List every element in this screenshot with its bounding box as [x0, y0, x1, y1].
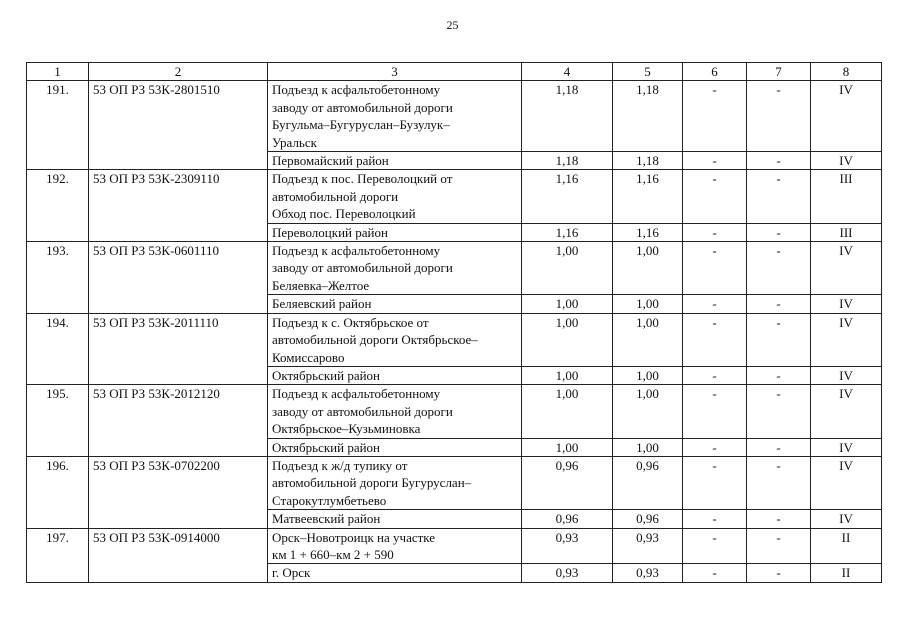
district-length-total-cell: 1,16 — [522, 223, 613, 241]
table-row — [27, 242, 882, 295]
district-col7-cell: - — [747, 295, 811, 313]
category-cell: IV — [811, 456, 882, 509]
table-row — [27, 456, 882, 509]
col6-cell: - — [683, 170, 747, 223]
district-col7-cell: - — [747, 510, 811, 528]
district-length-total-cell: 1,18 — [522, 152, 613, 170]
road-name-line: Бугульма–Бугуруслан–Бузулук– — [272, 117, 450, 133]
district-length-total-cell: 1,00 — [522, 295, 613, 313]
col7-cell: - — [747, 456, 811, 509]
district-col7-cell: - — [747, 564, 811, 582]
road-name-line: заводу от автомобильной дороги — [272, 260, 453, 276]
road-name-line: Подъезд к ж/д тупику от — [272, 457, 408, 473]
district-length-col5-cell: 1,16 — [613, 223, 683, 241]
page-number: 25 — [446, 18, 459, 32]
row-number-cell: 196. — [27, 456, 89, 528]
road-name-line: автомобильной дороги Бугуруслан– — [272, 475, 472, 491]
road-name-line: Орск–Новотроицк на участке — [272, 529, 436, 545]
length-col5-cell: 1,18 — [613, 81, 683, 152]
length-total-cell: 1,16 — [522, 170, 613, 223]
district-col6-cell: - — [683, 564, 747, 582]
road-name-cell — [268, 456, 522, 509]
length-total-cell: 0,96 — [522, 456, 613, 509]
length-total-cell: 1,00 — [522, 385, 613, 438]
road-code-cell: 53 ОП РЗ 53К-2012120 — [89, 385, 268, 457]
table-row — [27, 313, 882, 366]
row-number-cell: 193. — [27, 242, 89, 314]
district-length-total-cell: 1,00 — [522, 438, 613, 456]
road-name-line: Подъезд к асфальтобетонному — [272, 82, 441, 98]
road-name-line: Подъезд к асфальтобетонному — [272, 386, 441, 402]
road-name-line: Подъезд к с. Октябрьское от — [272, 314, 429, 330]
road-code-cell: 53 ОП РЗ 53К-2309110 — [89, 170, 268, 242]
length-total-cell: 0,93 — [522, 528, 613, 564]
road-code-cell: 53 ОП РЗ 53К-0914000 — [89, 528, 268, 582]
length-total-cell: 1,00 — [522, 313, 613, 366]
district-col7-cell: - — [747, 366, 811, 384]
road-code-cell: 53 ОП РЗ 53К-2801510 — [89, 81, 268, 170]
col7-cell: - — [747, 313, 811, 366]
district-length-col5-cell: 0,93 — [613, 564, 683, 582]
row-number-cell: 192. — [27, 170, 89, 242]
length-col5-cell: 0,93 — [613, 528, 683, 564]
row-number-cell: 194. — [27, 313, 89, 385]
district-length-total-cell: 0,96 — [522, 510, 613, 528]
district-name-cell: Первомайский район — [268, 152, 522, 170]
district-col7-cell: - — [747, 438, 811, 456]
road-name-line: Старокутлумбетьево — [272, 492, 387, 508]
col6-cell: - — [683, 81, 747, 152]
road-code-cell: 53 ОП РЗ 53К-2011110 — [89, 313, 268, 385]
road-name-cell — [268, 528, 522, 564]
road-name-cell — [268, 313, 522, 366]
road-code-cell: 53 ОП РЗ 53К-0702200 — [89, 456, 268, 528]
road-name-line: автомобильной дороги Октябрьское– — [272, 332, 478, 348]
road-name-line: Беляевка–Желтое — [272, 277, 370, 293]
road-name-line: Комиссарово — [272, 349, 345, 365]
district-col6-cell: - — [683, 223, 747, 241]
col6-cell: - — [683, 528, 747, 564]
table-row — [27, 528, 882, 564]
col7-cell: - — [747, 385, 811, 438]
district-col6-cell: - — [683, 438, 747, 456]
district-length-total-cell: 1,00 — [522, 366, 613, 384]
district-category-cell: IV — [811, 152, 882, 170]
col7-cell: - — [747, 528, 811, 564]
road-name-line: заводу от автомобильной дороги — [272, 99, 453, 115]
table-row — [27, 170, 882, 223]
district-length-col5-cell: 1,00 — [613, 295, 683, 313]
row-number-cell: 197. — [27, 528, 89, 582]
district-category-cell: IV — [811, 510, 882, 528]
row-number-cell: 195. — [27, 385, 89, 457]
district-name-cell: Октябрьский район — [268, 366, 522, 384]
category-cell: IV — [811, 385, 882, 438]
road-name-line: заводу от автомобильной дороги — [272, 403, 453, 419]
road-name-line: Подъезд к пос. Переволоцкий от — [272, 171, 453, 187]
district-category-cell: II — [811, 564, 882, 582]
col6-cell: - — [683, 456, 747, 509]
district-name-cell: Переволоцкий район — [268, 223, 522, 241]
col7-cell: - — [747, 170, 811, 223]
district-length-total-cell: 0,93 — [522, 564, 613, 582]
table-row — [27, 81, 882, 152]
header-cell-6: 6 — [683, 63, 747, 81]
road-name-cell — [268, 242, 522, 295]
district-col6-cell: - — [683, 366, 747, 384]
road-name-cell — [268, 170, 522, 223]
district-name-cell: Матвеевский район — [268, 510, 522, 528]
header-cell-2: 2 — [89, 63, 268, 81]
table-body — [27, 63, 882, 583]
district-length-col5-cell: 0,96 — [613, 510, 683, 528]
district-length-col5-cell: 1,00 — [613, 438, 683, 456]
header-cell-8: 8 — [811, 63, 882, 81]
roads-table — [26, 62, 882, 583]
table-row — [27, 385, 882, 438]
category-cell: IV — [811, 81, 882, 152]
district-col7-cell: - — [747, 152, 811, 170]
category-cell: III — [811, 170, 882, 223]
road-name-line: автомобильной дороги — [272, 188, 399, 204]
district-name-cell: г. Орск — [268, 564, 522, 582]
length-total-cell: 1,18 — [522, 81, 613, 152]
length-col5-cell: 1,00 — [613, 385, 683, 438]
district-col6-cell: - — [683, 152, 747, 170]
length-col5-cell: 1,00 — [613, 313, 683, 366]
road-name-line: Подъезд к асфальтобетонному — [272, 243, 441, 259]
length-col5-cell: 0,96 — [613, 456, 683, 509]
road-name-line: Октябрьское–Кузьминовка — [272, 421, 421, 437]
col7-cell: - — [747, 242, 811, 295]
col6-cell: - — [683, 242, 747, 295]
district-length-col5-cell: 1,00 — [613, 366, 683, 384]
col6-cell: - — [683, 313, 747, 366]
district-col7-cell: - — [747, 223, 811, 241]
district-category-cell: IV — [811, 295, 882, 313]
district-category-cell: III — [811, 223, 882, 241]
header-row — [27, 63, 882, 81]
road-name-line: Уральск — [272, 134, 317, 150]
category-cell: IV — [811, 313, 882, 366]
district-col6-cell: - — [683, 510, 747, 528]
length-total-cell: 1,00 — [522, 242, 613, 295]
road-name-line: км 1 + 660–км 2 + 590 — [272, 546, 394, 562]
length-col5-cell: 1,00 — [613, 242, 683, 295]
road-name-line: Обход пос. Переволоцкий — [272, 206, 416, 222]
road-code-cell: 53 ОП РЗ 53К-0601110 — [89, 242, 268, 314]
col6-cell: - — [683, 385, 747, 438]
road-name-cell — [268, 81, 522, 152]
row-number-cell: 191. — [27, 81, 89, 170]
length-col5-cell: 1,16 — [613, 170, 683, 223]
district-category-cell: IV — [811, 366, 882, 384]
header-cell-3: 3 — [268, 63, 522, 81]
header-cell-7: 7 — [747, 63, 811, 81]
col7-cell: - — [747, 81, 811, 152]
district-name-cell: Беляевский район — [268, 295, 522, 313]
district-col6-cell: - — [683, 295, 747, 313]
header-cell-4: 4 — [522, 63, 613, 81]
road-name-cell — [268, 385, 522, 438]
header-cell-5: 5 — [613, 63, 683, 81]
district-category-cell: IV — [811, 438, 882, 456]
header-cell-1: 1 — [27, 63, 89, 81]
district-length-col5-cell: 1,18 — [613, 152, 683, 170]
district-name-cell: Октябрьский район — [268, 438, 522, 456]
category-cell: IV — [811, 242, 882, 295]
category-cell: II — [811, 528, 882, 564]
